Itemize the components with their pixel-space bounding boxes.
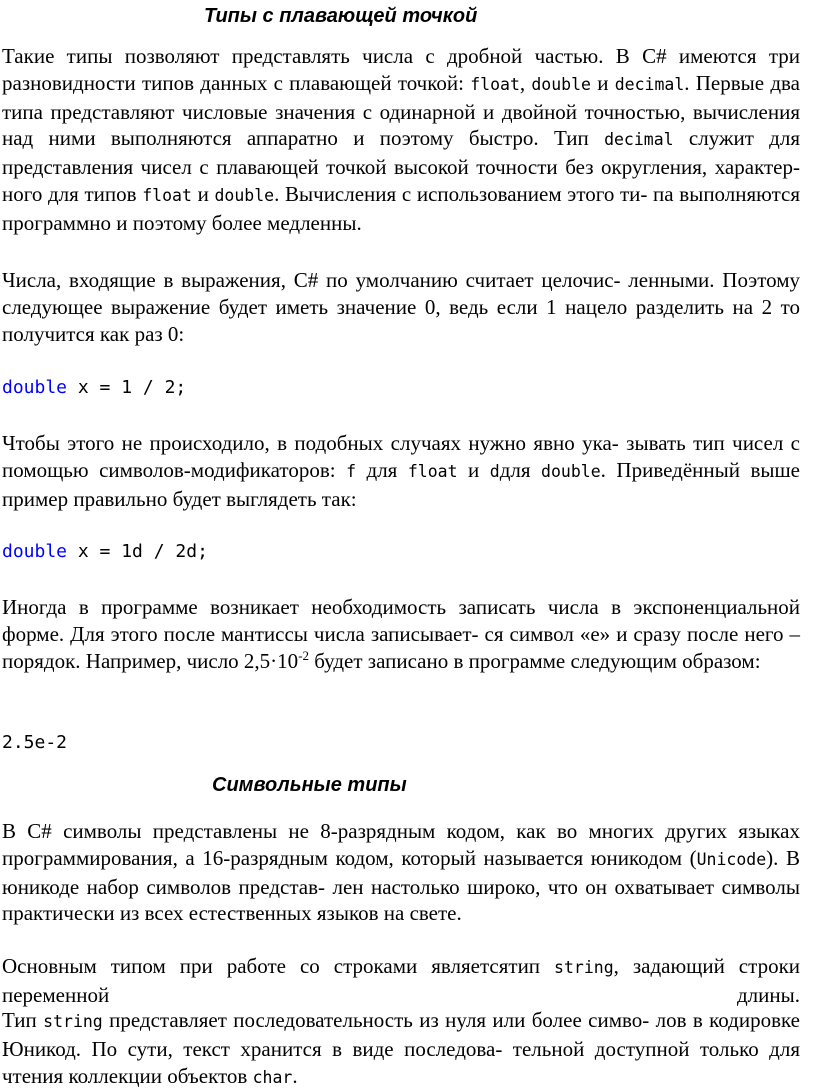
- code-rest: x = 1d / 2d;: [67, 541, 208, 562]
- code-string: string: [43, 1012, 103, 1031]
- text: . Первые два типа представляют числовые значения с одинарной и двойной точностью, вычисления над ними выполняются аппаратно и поэтому быстро. Тип: [2, 70, 800, 151]
- code-string: string: [554, 958, 614, 977]
- text: и: [457, 457, 490, 482]
- paragraph-unicode: [2, 818, 800, 927]
- code-char: char: [252, 1067, 293, 1087]
- code-example-2: [2, 541, 208, 562]
- code-keyword: double: [2, 541, 68, 562]
- code-decimal: decimal: [614, 74, 685, 94]
- code-unicode: Unicode: [696, 849, 767, 869]
- text: для: [499, 457, 542, 482]
- text: Иногда в программе возникает необходимость записать числа в экспоненциальной форме. Для этого после мантиссы числа записывает- ся символ «е» и сразу после него – порядок. Например, число 2,5·10: [2, 595, 800, 673]
- code-float: float: [407, 461, 458, 481]
- text: . Приведённый выше пример правильно будет выглядеть так:: [2, 457, 800, 511]
- code-double: double: [541, 461, 601, 481]
- paragraph-string-type: [2, 953, 800, 1009]
- paragraph-integer-default: Числа, входящие в выражения, С# по умолчанию считает целочис- ленными. Поэтому следующее выражение будет иметь значение 0, ведь если 1 нацело разделить на 2 то получится как раз 0:: [2, 268, 800, 346]
- code-decimal: decimal: [604, 130, 674, 150]
- code-example-1: [2, 377, 186, 398]
- paragraph-string-char: [2, 1007, 800, 1091]
- text: ). В юникоде набор символов представ- лен настолько широко, что он охватывает символы практически из всех естественных языков на свете.: [2, 845, 800, 926]
- code-example-3: 2.5e-2: [2, 732, 68, 753]
- text: будет записано в программе следующим образом:: [309, 648, 761, 673]
- paragraph-modifiers: [2, 430, 800, 512]
- section-heading-char-types: Символьные типы: [212, 774, 407, 796]
- code-float: float: [470, 74, 520, 94]
- text: . Вычисления с использованием этого ти- па выполняются программно и поэтому более медленны.: [2, 181, 800, 235]
- text: Чтобы этого не происходило, в подобных случаях нужно явно ука- зывать тип чисел с помощью символов-модификаторов:: [2, 431, 800, 482]
- paragraph-float-types: [2, 43, 800, 237]
- code-double: double: [214, 185, 275, 205]
- exponent: -2: [298, 647, 310, 663]
- text: .: [292, 1063, 298, 1088]
- code-float: float: [142, 185, 192, 205]
- text: В С# символы представлены не 8-разрядным кодом, как во многих других языках программирования, а 16-разрядным кодом, который называется юникодом (: [2, 819, 800, 870]
- text: Тип: [2, 1008, 44, 1032]
- text: представляет последовательность из нуля или более симво- лов в кодировке Юникод. По сути, текст хранится в виде последова- тельной доступной только для чтения коллекции объектов: [2, 1008, 800, 1088]
- code-keyword: double: [2, 377, 68, 398]
- paragraph-exponential: [2, 594, 800, 674]
- text: служит для представления чисел с плавающей точкой высокой точности без округления, характер- ного для типов: [2, 126, 800, 206]
- section-heading-floating-point: Типы с плавающей точкой: [204, 5, 478, 27]
- text: , задающий строки переменной длины.: [2, 954, 801, 1007]
- text: и: [590, 70, 615, 95]
- code-d: d: [489, 461, 500, 481]
- text: ,: [519, 70, 532, 95]
- code-rest: x = 1 / 2;: [67, 377, 187, 398]
- text: Такие типы позволяют представлять числа с дробной частью. В С# имеются три разновидности типов данных с плавающей точкой:: [2, 44, 800, 95]
- text: Основным типом при работе со строками являетсятип: [2, 954, 555, 978]
- code-f: f: [346, 461, 357, 481]
- text: и: [191, 181, 215, 206]
- code-double: double: [531, 74, 591, 94]
- text: для: [356, 457, 408, 482]
